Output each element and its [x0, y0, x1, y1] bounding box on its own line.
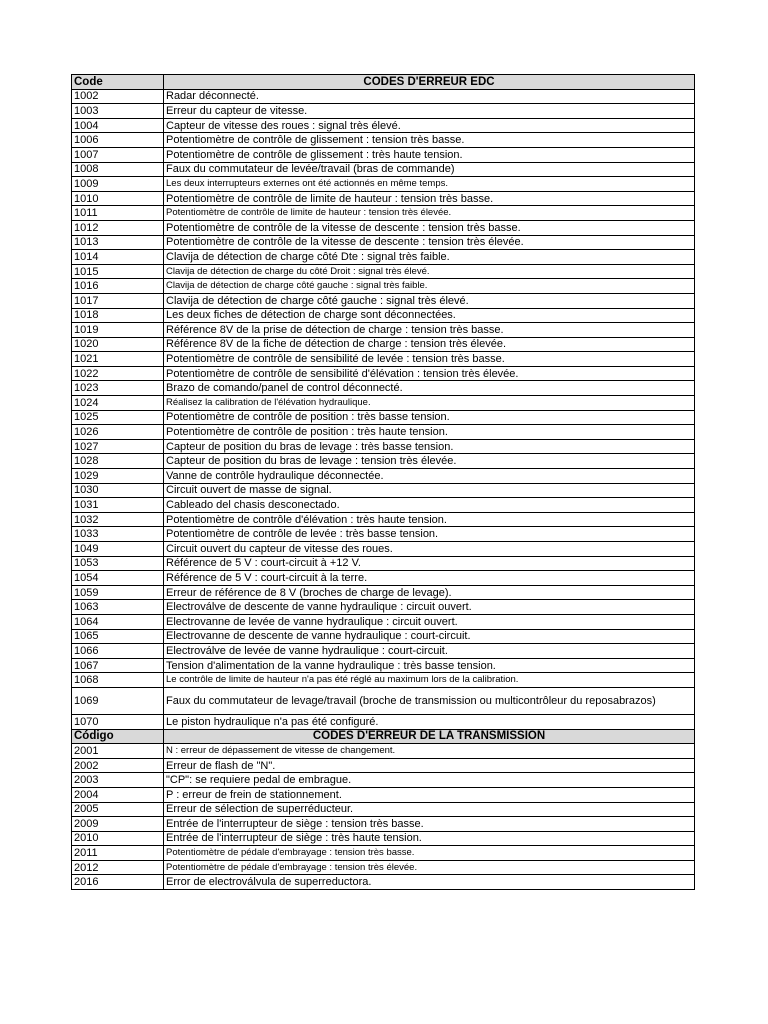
- table-row: [72, 875, 695, 890]
- table-row: [72, 687, 695, 714]
- table-row: [72, 860, 695, 875]
- table-row: [72, 542, 695, 557]
- table-row: [72, 147, 695, 162]
- table-row: [72, 118, 695, 133]
- error-description-cell: Potentiomètre de contrôle de la vitesse de descente : tension très basse.: [164, 220, 695, 235]
- error-code-cell: 1023: [72, 381, 164, 396]
- table-row: [72, 817, 695, 832]
- error-description-cell: Potentiomètre de contrôle de glissement : tension très basse.: [164, 133, 695, 148]
- error-description-cell: Circuit ouvert du capteur de vitesse des roues.: [164, 542, 695, 557]
- error-code-cell: 1010: [72, 191, 164, 206]
- error-description-cell: Référence 8V de la fiche de détection de charge : tension très élevée.: [164, 337, 695, 352]
- table-row: [72, 89, 695, 104]
- code-column-header: Code: [72, 75, 164, 90]
- error-code-cell: 1008: [72, 162, 164, 177]
- table-row: [72, 235, 695, 250]
- error-description-cell: Référence 8V de la prise de détection de charge : tension très basse.: [164, 323, 695, 338]
- error-code-cell: 1024: [72, 396, 164, 411]
- table-row: [72, 585, 695, 600]
- error-description-cell: Error de electroválvula de superreductora.: [164, 875, 695, 890]
- error-description-cell: Electroválve de levée de vanne hydraulique : court-circuit.: [164, 644, 695, 659]
- error-description-cell: Tension d'alimentation de la vanne hydraulique : très basse tension.: [164, 658, 695, 673]
- error-code-cell: 1011: [72, 206, 164, 221]
- table-row: [72, 337, 695, 352]
- error-description-cell: "CP": se requiere pedal de embrague.: [164, 773, 695, 788]
- table-row: [72, 512, 695, 527]
- error-code-cell: 1013: [72, 235, 164, 250]
- error-code-cell: 1004: [72, 118, 164, 133]
- table-row: [72, 658, 695, 673]
- table-row: [72, 846, 695, 861]
- error-code-cell: 1049: [72, 542, 164, 557]
- error-description-cell: Clavija de détection de charge côté Dte : signal très faible.: [164, 250, 695, 265]
- section-title: CODES D'ERREUR EDC: [164, 75, 695, 90]
- error-code-cell: 1003: [72, 104, 164, 119]
- error-code-cell: 1065: [72, 629, 164, 644]
- error-code-cell: 1066: [72, 644, 164, 659]
- table-row: [72, 323, 695, 338]
- error-code-cell: 1015: [72, 264, 164, 279]
- table-row: [72, 162, 695, 177]
- error-description-cell: Erreur de référence de 8 V (broches de charge de levage).: [164, 585, 695, 600]
- error-description-cell: Potentiomètre de contrôle d'élévation : très haute tension.: [164, 512, 695, 527]
- error-code-cell: 1064: [72, 614, 164, 629]
- error-code-cell: 1063: [72, 600, 164, 615]
- error-description-cell: P : erreur de frein de stationnement.: [164, 787, 695, 802]
- error-code-cell: 1054: [72, 571, 164, 586]
- error-description-cell: Potentiomètre de contrôle de sensibilité de levée : tension très basse.: [164, 352, 695, 367]
- error-code-table-body: [72, 75, 695, 890]
- error-description-cell: Faux du commutateur de levage/travail (broche de transmission ou multicontrôleur du reposabrazos): [164, 687, 695, 714]
- table-row: [72, 206, 695, 221]
- error-code-cell: 1018: [72, 308, 164, 323]
- error-description-cell: Les deux interrupteurs externes ont été actionnés en même temps.: [164, 177, 695, 192]
- table-row: [72, 758, 695, 773]
- error-code-cell: 2003: [72, 773, 164, 788]
- error-code-cell: 1029: [72, 469, 164, 484]
- table-row: [72, 352, 695, 367]
- error-code-cell: 1007: [72, 147, 164, 162]
- table-row: [72, 366, 695, 381]
- table-row: [72, 133, 695, 148]
- table-row: [72, 308, 695, 323]
- table-row: [72, 264, 695, 279]
- error-code-cell: 1020: [72, 337, 164, 352]
- error-description-cell: Erreur de flash de "N".: [164, 758, 695, 773]
- error-description-cell: Référence de 5 V : court-circuit à la terre.: [164, 571, 695, 586]
- error-code-cell: 1016: [72, 279, 164, 294]
- error-code-cell: 1006: [72, 133, 164, 148]
- error-description-cell: Clavija de détection de charge côté gauche : signal très faible.: [164, 279, 695, 294]
- error-code-cell: 1022: [72, 366, 164, 381]
- table-row: [72, 831, 695, 846]
- table-row: [72, 483, 695, 498]
- table-row: [72, 787, 695, 802]
- error-description-cell: Electrovanne de descente de vanne hydraulique : court-circuit.: [164, 629, 695, 644]
- error-code-cell: 1032: [72, 512, 164, 527]
- error-description-cell: Brazo de comando/panel de control déconnecté.: [164, 381, 695, 396]
- error-description-cell: Potentiomètre de contrôle de position : très basse tension.: [164, 410, 695, 425]
- error-code-cell: 1059: [72, 585, 164, 600]
- table-row: [72, 293, 695, 308]
- error-code-cell: 1028: [72, 454, 164, 469]
- section-header-row: [72, 75, 695, 90]
- error-description-cell: Capteur de position du bras de levage : très basse tension.: [164, 439, 695, 454]
- error-description-cell: Radar déconnecté.: [164, 89, 695, 104]
- error-code-cell: 1017: [72, 293, 164, 308]
- error-code-cell: 1068: [72, 673, 164, 688]
- error-code-cell: 2005: [72, 802, 164, 817]
- error-description-cell: Référence de 5 V : court-circuit à +12 V.: [164, 556, 695, 571]
- error-code-cell: 1069: [72, 687, 164, 714]
- table-row: [72, 250, 695, 265]
- error-code-cell: 1019: [72, 323, 164, 338]
- error-description-cell: Clavija de détection de charge du côté Droit : signal très élevé.: [164, 264, 695, 279]
- table-row: [72, 425, 695, 440]
- error-description-cell: Réalisez la calibration de l'élévation hydraulique.: [164, 396, 695, 411]
- section-header-row: [72, 729, 695, 744]
- error-description-cell: Entrée de l'interrupteur de siège : tension très basse.: [164, 817, 695, 832]
- error-code-cell: 2012: [72, 860, 164, 875]
- error-code-cell: 1033: [72, 527, 164, 542]
- table-row: [72, 454, 695, 469]
- error-code-cell: 1053: [72, 556, 164, 571]
- error-description-cell: Le contrôle de limite de hauteur n'a pas été réglé au maximum lors de la calibration.: [164, 673, 695, 688]
- error-description-cell: Faux du commutateur de levée/travail (bras de commande): [164, 162, 695, 177]
- table-row: [72, 629, 695, 644]
- error-description-cell: Circuit ouvert de masse de signal.: [164, 483, 695, 498]
- error-code-cell: 1067: [72, 658, 164, 673]
- error-description-cell: Clavija de détection de charge côté gauche : signal très élevé.: [164, 293, 695, 308]
- table-row: [72, 714, 695, 729]
- error-description-cell: Le piston hydraulique n'a pas été configuré.: [164, 714, 695, 729]
- table-row: [72, 773, 695, 788]
- error-description-cell: Erreur de sélection de superréducteur.: [164, 802, 695, 817]
- error-code-cell: 1009: [72, 177, 164, 192]
- section-title: CODES D'ERREUR DE LA TRANSMISSION: [164, 729, 695, 744]
- table-row: [72, 177, 695, 192]
- error-code-cell: 1002: [72, 89, 164, 104]
- table-row: [72, 279, 695, 294]
- table-row: [72, 396, 695, 411]
- error-code-cell: 1031: [72, 498, 164, 513]
- table-row: [72, 600, 695, 615]
- error-code-cell: 2011: [72, 846, 164, 861]
- error-code-cell: 2010: [72, 831, 164, 846]
- code-column-header: Código: [72, 729, 164, 744]
- table-row: [72, 644, 695, 659]
- error-description-cell: N : erreur de dépassement de vitesse de changement.: [164, 744, 695, 759]
- error-code-cell: 1070: [72, 714, 164, 729]
- error-code-cell: 2016: [72, 875, 164, 890]
- error-description-cell: Cableado del chasis desconectado.: [164, 498, 695, 513]
- table-row: [72, 498, 695, 513]
- error-description-cell: Capteur de vitesse des roues : signal très élevé.: [164, 118, 695, 133]
- error-description-cell: Electroválve de descente de vanne hydraulique : circuit ouvert.: [164, 600, 695, 615]
- table-row: [72, 381, 695, 396]
- error-code-cell: 2001: [72, 744, 164, 759]
- table-row: [72, 439, 695, 454]
- error-code-cell: 1025: [72, 410, 164, 425]
- table-row: [72, 220, 695, 235]
- error-description-cell: Potentiomètre de contrôle de position : très haute tension.: [164, 425, 695, 440]
- table-row: [72, 527, 695, 542]
- error-code-cell: 1027: [72, 439, 164, 454]
- error-description-cell: Potentiomètre de contrôle de sensibilité d'élévation : tension très élevée.: [164, 366, 695, 381]
- error-description-cell: Potentiomètre de contrôle de glissement : très haute tension.: [164, 147, 695, 162]
- error-description-cell: Potentiomètre de contrôle de limite de hauteur : tension très basse.: [164, 191, 695, 206]
- error-description-cell: Potentiomètre de pédale d'embrayage : tension très élevée.: [164, 860, 695, 875]
- table-row: [72, 104, 695, 119]
- error-description-cell: Potentiomètre de pédale d'embrayage : tension très basse.: [164, 846, 695, 861]
- error-description-cell: Entrée de l'interrupteur de siège : très haute tension.: [164, 831, 695, 846]
- error-description-cell: Erreur du capteur de vitesse.: [164, 104, 695, 119]
- table-row: [72, 410, 695, 425]
- error-description-cell: Capteur de position du bras de levage : tension très élevée.: [164, 454, 695, 469]
- error-description-cell: Electrovanne de levée de vanne hydraulique : circuit ouvert.: [164, 614, 695, 629]
- table-row: [72, 614, 695, 629]
- error-code-cell: 1030: [72, 483, 164, 498]
- error-description-cell: Les deux fiches de détection de charge sont déconnectées.: [164, 308, 695, 323]
- error-description-cell: Potentiomètre de contrôle de la vitesse de descente : tension très élevée.: [164, 235, 695, 250]
- error-code-cell: 2004: [72, 787, 164, 802]
- table-row: [72, 556, 695, 571]
- error-code-cell: 1014: [72, 250, 164, 265]
- error-code-cell: 1012: [72, 220, 164, 235]
- table-row: [72, 469, 695, 484]
- error-description-cell: Potentiomètre de contrôle de levée : très basse tension.: [164, 527, 695, 542]
- table-row: [72, 571, 695, 586]
- error-description-cell: Vanne de contrôle hydraulique déconnectée.: [164, 469, 695, 484]
- error-code-cell: 2009: [72, 817, 164, 832]
- error-code-cell: 1026: [72, 425, 164, 440]
- error-code-table: [71, 74, 695, 890]
- error-code-cell: 1021: [72, 352, 164, 367]
- error-description-cell: Potentiomètre de contrôle de limite de hauteur : tension très élevée.: [164, 206, 695, 221]
- table-row: [72, 802, 695, 817]
- table-row: [72, 673, 695, 688]
- error-code-cell: 2002: [72, 758, 164, 773]
- table-row: [72, 744, 695, 759]
- table-row: [72, 191, 695, 206]
